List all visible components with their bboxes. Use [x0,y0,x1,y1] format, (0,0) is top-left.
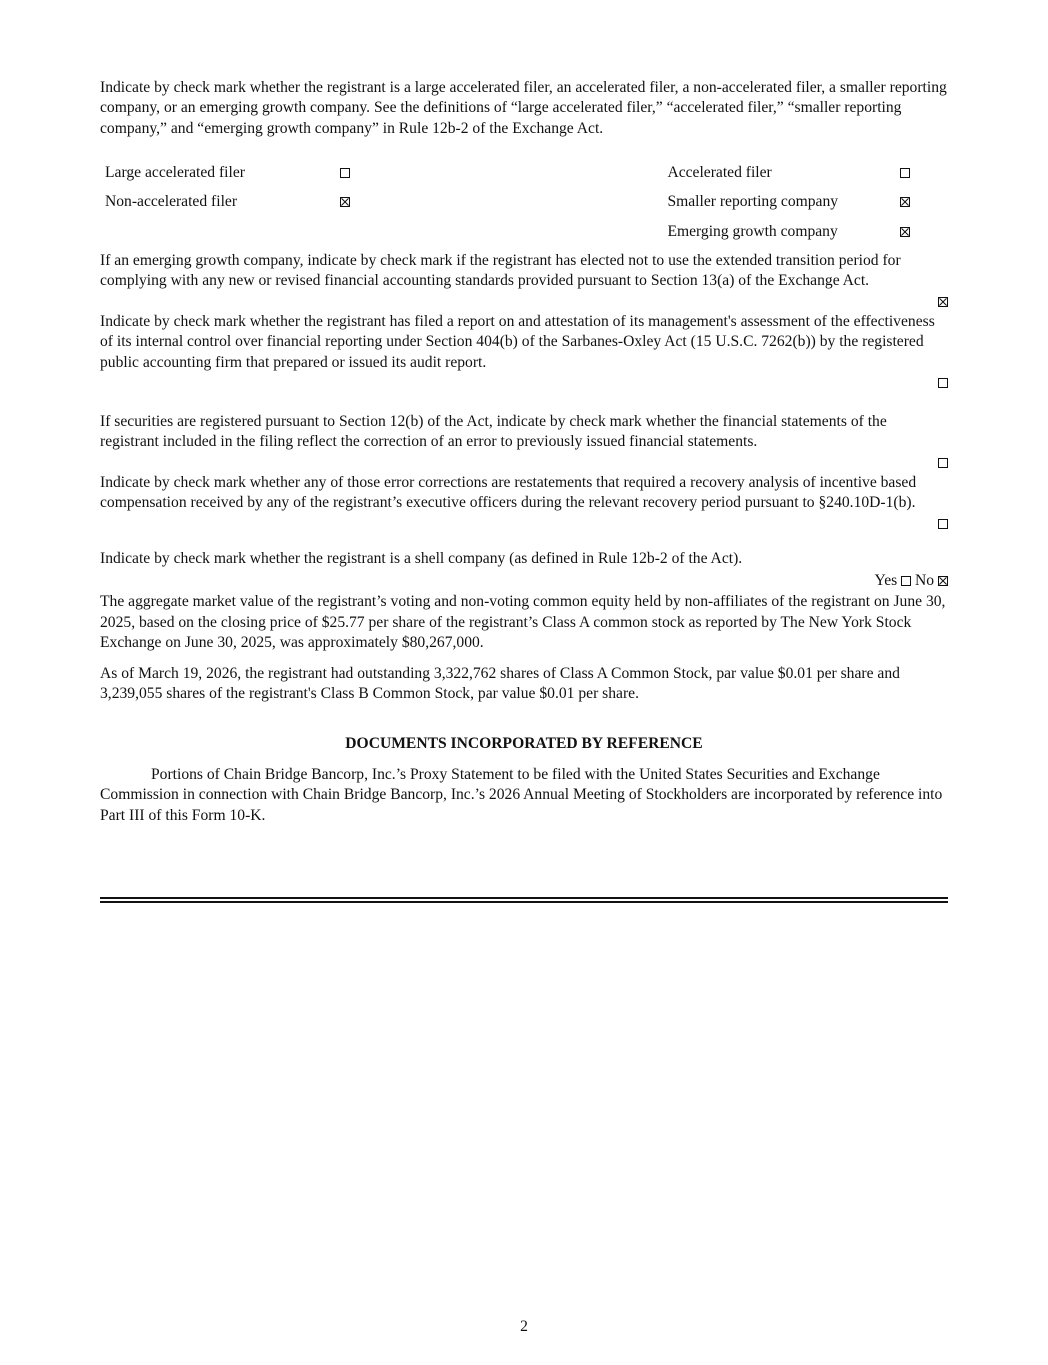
filer-row-1 [100,158,948,188]
documents-paragraph: Portions of Chain Bridge Bancorp, Inc.’s Proxy Statement to be filed with the United States Securities and Exchange Commission in connection with Chain Bridge Bancorp, Inc.’s 2026 Annual Meeting of Stockholders are incorporated by reference into Part III of this Form 10-K. [100,765,943,824]
accelerated-filer-checkbox[interactable] [900,168,910,178]
non-accelerated-filer-checkbox[interactable] [340,197,350,207]
shell-company-paragraph: Indicate by check mark whether the registrant is a shell company (as defined in Rule 12b-2 of the Act). [100,549,743,567]
extended-transition-checkbox[interactable] [938,297,948,307]
smaller-reporting-company-label: Smaller reporting company [667,193,839,211]
document-body [100,78,948,826]
filer-status-table [100,158,948,247]
large-accelerated-filer-label: Large accelerated filer [105,163,245,181]
restatement-checkbox[interactable] [938,519,948,529]
filer-row-3 [100,217,948,247]
smaller-reporting-company-checkbox[interactable] [900,197,910,207]
page-number: 2 [520,1318,528,1335]
documents-heading: DOCUMENTS INCORPORATED BY REFERENCE [345,734,703,752]
error-correction-checkbox[interactable] [938,458,948,468]
shell-no-checkbox[interactable] [938,576,948,586]
filer-status-intro: Indicate by check mark whether the registrant is a large accelerated filer, an accelerated filer, a non-accelerated filer, a smaller reporting company, or an emerging growth company. See the definitions of “large accelerated filer,” “accelerated filer,” “smaller reporting company,” and “emerging growth company” in Rule 12b-2 of the Exchange Act. [100,79,947,137]
shell-company-answer [100,571,948,591]
double-rule-divider [100,897,948,903]
accelerated-filer-label: Accelerated filer [667,163,772,181]
emerging-growth-paragraph: If an emerging growth company, indicate by check mark if the registrant has elected not to use the extended transition period for complying with any new or revised financial accounting standards provided pursuant to Section 13(a) of the Exchange Act. [100,252,901,290]
emerging-growth-company-label: Emerging growth company [667,223,838,240]
error-correction-paragraph: If securities are registered pursuant to Section 12(b) of the Act, indicate by check mark whether the financial statements of the registrant included in the filing reflect the correction of an error to previously issued financial statements. [100,413,887,451]
shell-no-label: No [915,572,935,590]
outstanding-shares-paragraph: As of March 19, 2026, the registrant had outstanding 3,322,762 shares of Class A Common Stock, par value $0.01 per share and 3,239,055 shares of the registrant's Class B Common Stock, par value $0.01 per share. [100,664,900,703]
attestation-checkbox[interactable] [938,378,948,388]
shell-yes-label: Yes [874,572,898,590]
shell-yes-checkbox[interactable] [901,576,911,586]
non-accelerated-filer-label: Non-accelerated filer [105,193,238,211]
emerging-growth-company-checkbox[interactable] [900,227,910,237]
large-accelerated-filer-checkbox[interactable] [340,168,350,178]
attestation-paragraph: Indicate by check mark whether the registrant has filed a report on and attestation of its management's assessment of the effectiveness of its internal control over financial reporting under Section 404(b) of the Sarbanes-Oxley Act (15 U.S.C. 7262(b)) by the registered public accounting firm that prepared or issued its audit report. [100,312,935,371]
market-value-paragraph: The aggregate market value of the registrant’s voting and non-voting common equity held by non-affiliates of the registrant on June 30, 2025, based on the closing price of $25.77 per share of the registrant’s Class A common stock as reported by The New York Stock Exchange on June 30, 2025, was approximately $80,267,000. [100,593,946,652]
restatement-paragraph: Indicate by check mark whether any of those error corrections are restatements that required a recovery analysis of incentive based compensation received by any of the registrant’s executive officers during the relevant recovery period pursuant to §240.10D-1(b). [100,473,917,512]
filer-row-2 [100,188,948,218]
